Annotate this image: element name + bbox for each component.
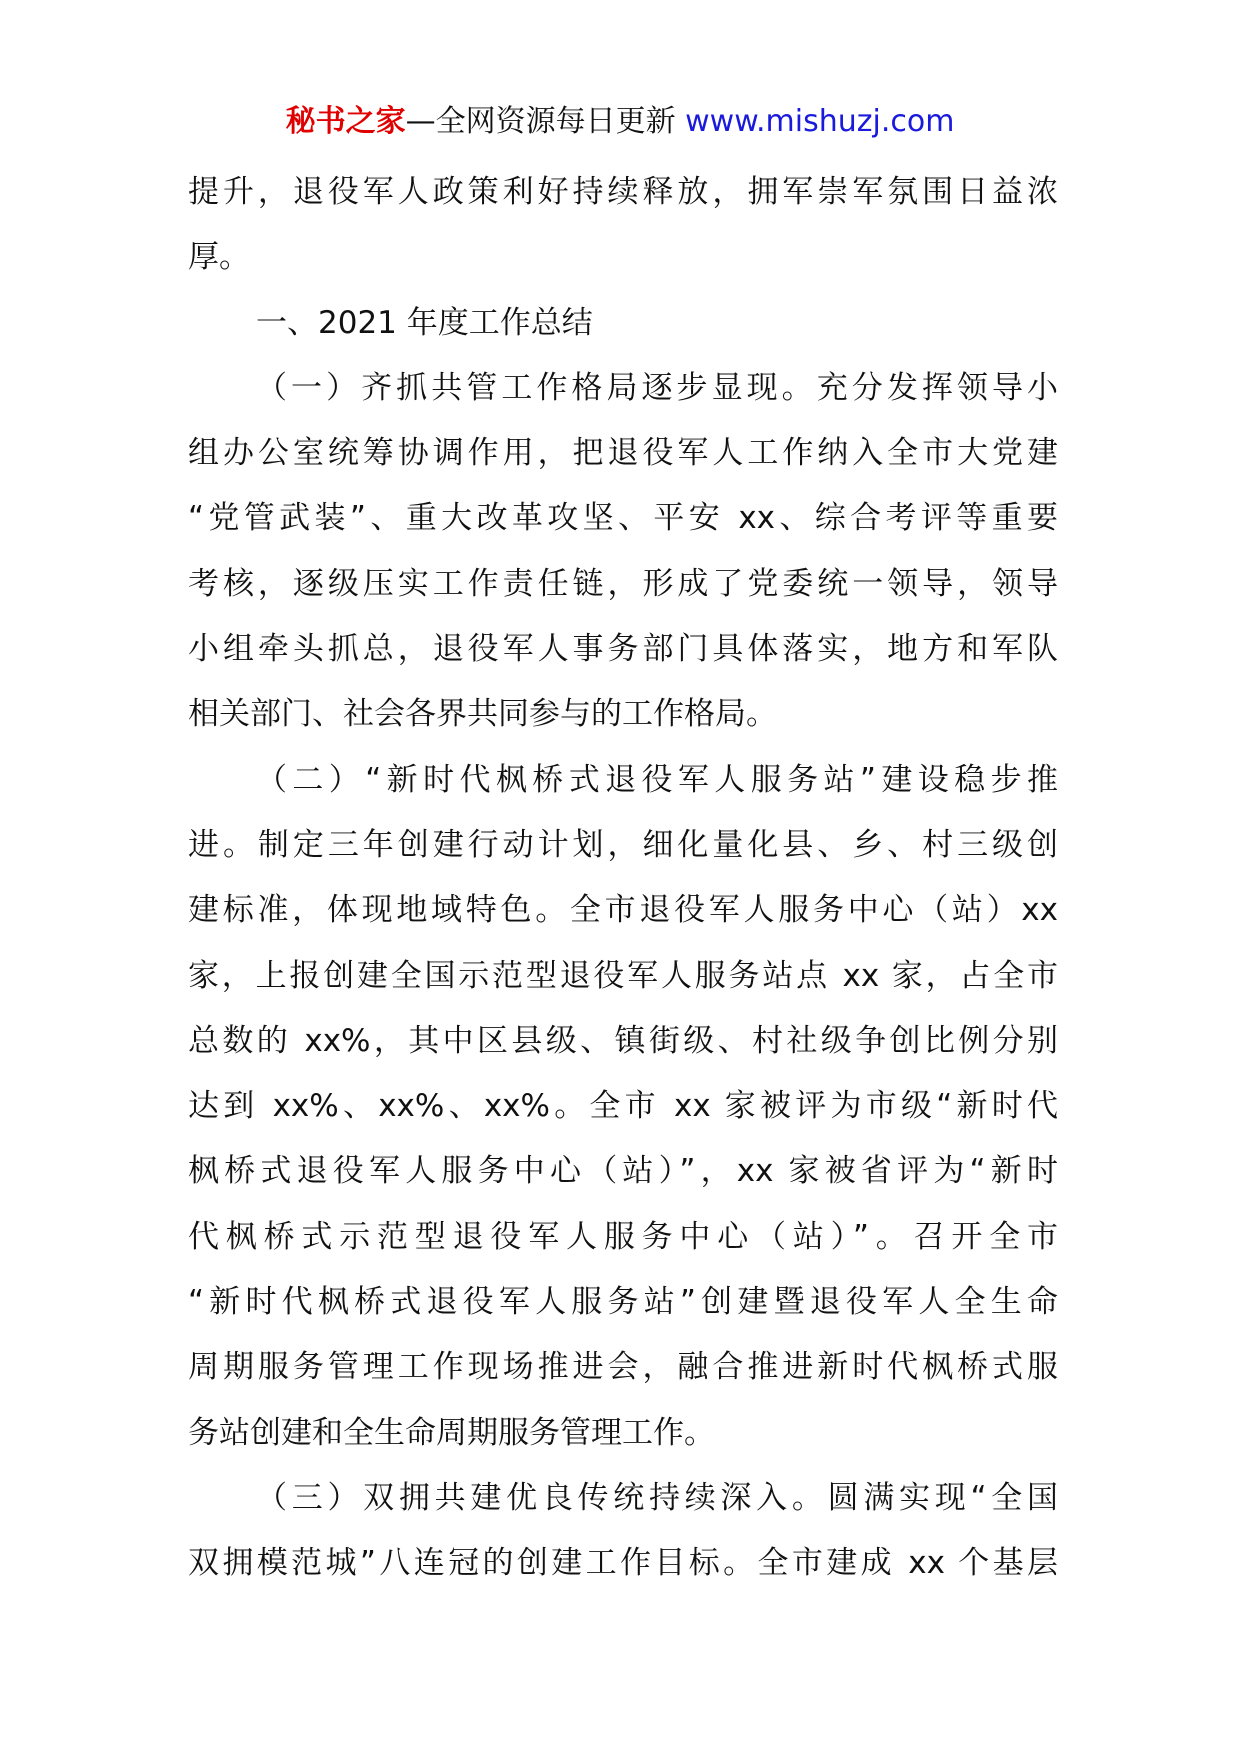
brand-name: 秘书之家 bbox=[285, 104, 406, 139]
text-line: 双拥模范城”八连冠的创建工作目标。全市建成 xx 个基层 bbox=[188, 1545, 1058, 1582]
text-line: 相关部门、社会各界共同参与的工作格局。 bbox=[188, 696, 777, 733]
text-line: 代枫桥式示范型退役军人服务中心（站）”。召开全市 bbox=[188, 1218, 1058, 1255]
text-line: 一、2021 年度工作总结 bbox=[256, 304, 593, 341]
text-line: （一）齐抓共管工作格局逐步显现。充分发挥领导小 bbox=[256, 369, 1058, 406]
header-slogan: —全网资源每日更新 bbox=[405, 104, 686, 139]
text-line: 总数的 xx%，其中区县级、镇街级、村社级争创比例分别 bbox=[188, 1022, 1058, 1059]
text-line: 进。制定三年创建行动计划，细化量化县、乡、村三级创 bbox=[188, 826, 1058, 863]
text-line: 务站创建和全生命周期服务管理工作。 bbox=[188, 1414, 715, 1451]
text-line: 组办公室统筹协调作用，把退役军人工作纳入全市大党建 bbox=[188, 435, 1058, 472]
text-line: 枫桥式退役军人服务中心（站）”，xx 家被省评为“新时 bbox=[188, 1153, 1058, 1190]
text-line: （二）“新时代枫桥式退役军人服务站”建设稳步推 bbox=[256, 761, 1058, 798]
text-line: “新时代枫桥式退役军人服务站”创建暨退役军人全生命 bbox=[188, 1284, 1058, 1321]
text-line: 提升，退役军人政策利好持续释放，拥军崇军氛围日益浓 bbox=[188, 174, 1058, 210]
text-line: 建标准，体现地域特色。全市退役军人服务中心（站）xx bbox=[188, 892, 1058, 929]
document-body bbox=[188, 160, 1058, 1597]
text-line: 达到 xx%、xx%、xx%。全市 xx 家被评为市级“新时代 bbox=[188, 1088, 1058, 1125]
text-line: 家，上报创建全国示范型退役军人服务站点 xx 家，占全市 bbox=[188, 957, 1058, 994]
text-line: （三）双拥共建优良传统持续深入。圆满实现“全国 bbox=[256, 1479, 1058, 1516]
text-line: 周期服务管理工作现场推进会，融合推进新时代枫桥式服 bbox=[188, 1349, 1058, 1386]
website-url[interactable]: www.mishuzj.com bbox=[685, 104, 955, 139]
page-header bbox=[0, 102, 1240, 142]
text-line: “党管武装”、重大改革攻坚、平安 xx、综合考评等重要 bbox=[188, 500, 1058, 537]
text-line: 小组牵头抓总，退役军人事务部门具体落实，地方和军队 bbox=[188, 631, 1058, 668]
text-line: 厚。 bbox=[188, 239, 250, 276]
text-line: 考核，逐级压实工作责任链，形成了党委统一领导，领导 bbox=[188, 565, 1058, 602]
